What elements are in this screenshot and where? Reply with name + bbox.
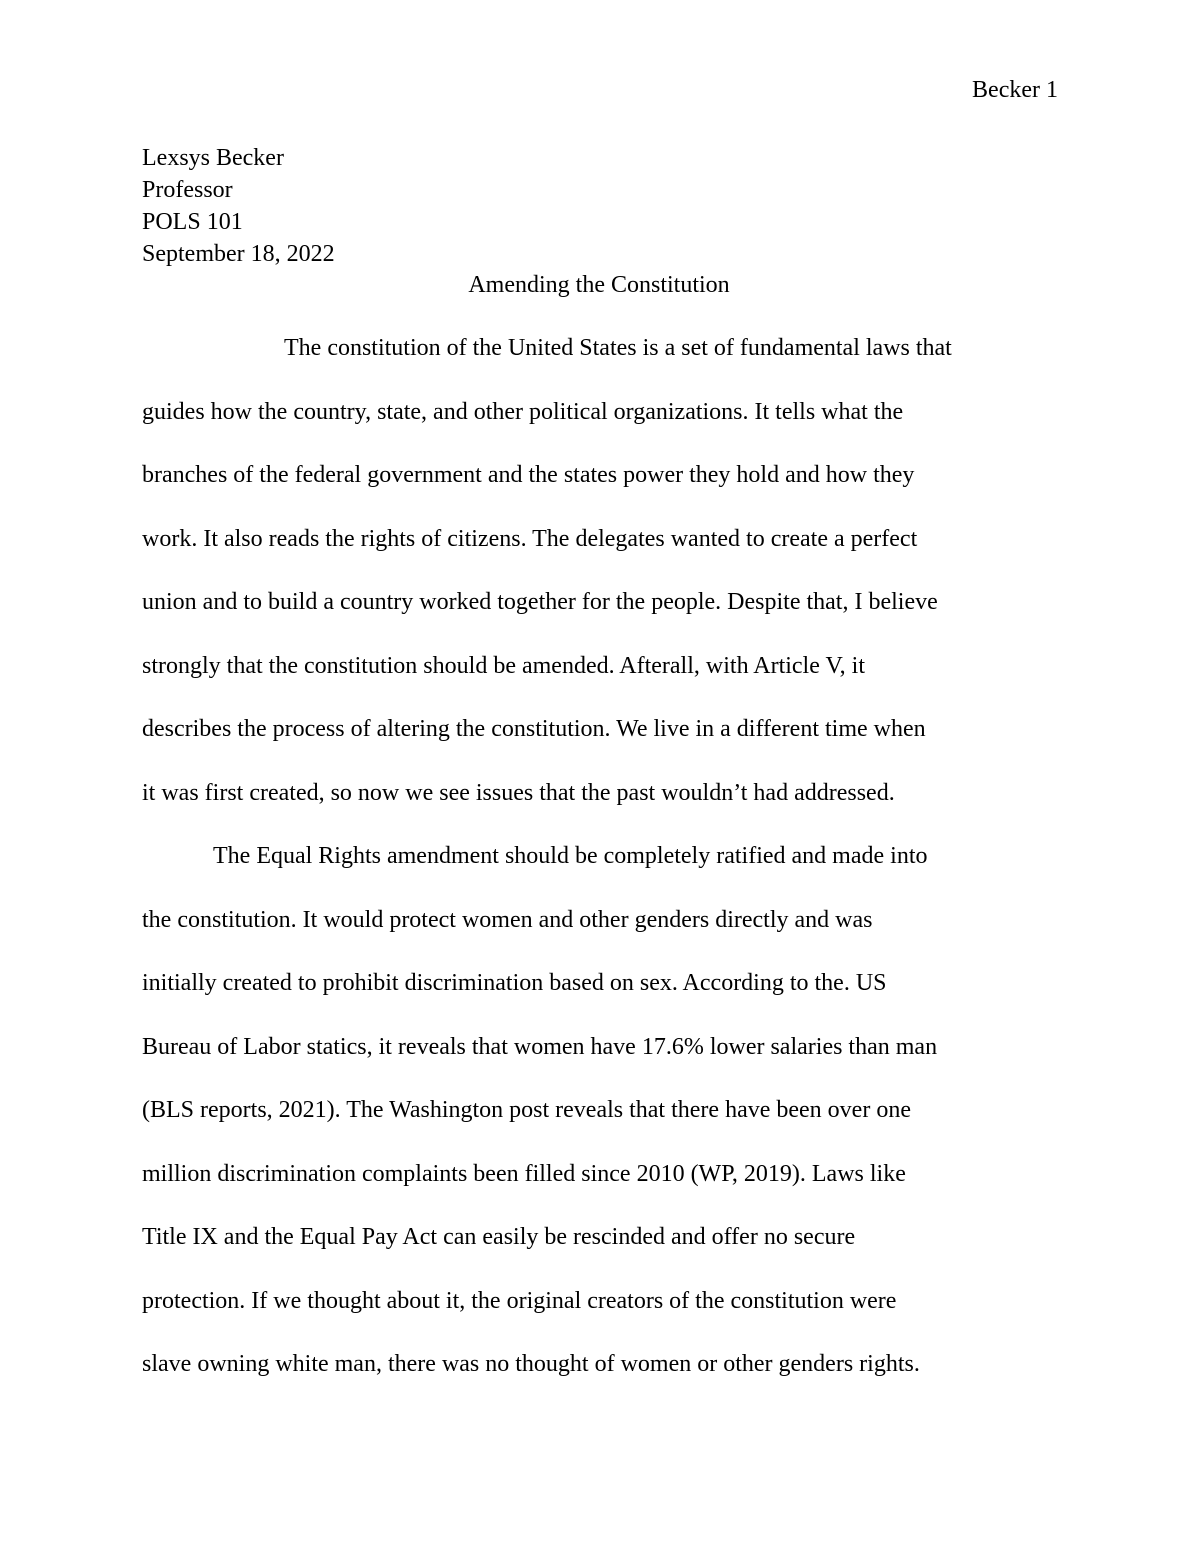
paragraph-2-line-1: The Equal Rights amendment should be completely ratified and made into [213, 843, 928, 869]
paragraph-2-line-9: slave owning white man, there was no thought of women or other genders rights. [142, 1351, 920, 1377]
student-name: Lexsys Becker [142, 145, 284, 171]
course-name: POLS 101 [142, 209, 243, 235]
paragraph-2-line-3: initially created to prohibit discrimination based on sex. According to the. US [142, 970, 887, 996]
professor-name: Professor [142, 177, 233, 203]
paragraph-1-line-3: branches of the federal government and the states power they hold and how they [142, 462, 915, 488]
paragraph-1-line-6: strongly that the constitution should be amended. Afterall, with Article V, it [142, 652, 866, 679]
paragraph-2-line-7: Title IX and the Equal Pay Act can easily be rescinded and offer no secure [142, 1224, 856, 1250]
paragraph-2-line-6: million discrimination complaints been filled since 2010 (WP, 2019). Laws like [142, 1160, 906, 1187]
paragraph-1-line-2: guides how the country, state, and other political organizations. It tells what the [142, 398, 904, 425]
paragraph-2-line-2: the constitution. It would protect women and other genders directly and was [142, 906, 873, 933]
paragraph-1-line-8: it was first created, so now we see issues that the past wouldn’t had addressed. [142, 779, 895, 806]
document-title: Amending the Constitution [468, 272, 730, 298]
running-header: Becker 1 [972, 77, 1058, 103]
paragraph-1-line-1: The constitution of the United States is a set of fundamental laws that [284, 335, 952, 361]
paragraph-1-line-5: union and to build a country worked together for the people. Despite that, I believe [142, 589, 938, 615]
paragraph-2-line-4: Bureau of Labor statics, it reveals that women have 17.6% lower salaries than man [142, 1033, 938, 1060]
mla-heading [142, 142, 335, 270]
paragraph-1-line-4: work. It also reads the rights of citizens. The delegates wanted to create a perfect [142, 525, 918, 552]
document-date: September 18, 2022 [142, 241, 335, 267]
paragraph-1-line-7: describes the process of altering the constitution. We live in a different time when [142, 716, 926, 742]
essay-body [142, 332, 1072, 1412]
paragraph-2-line-5: (BLS reports, 2021). The Washington post reveals that there have been over one [142, 1097, 911, 1123]
paragraph-2-line-8: protection. If we thought about it, the original creators of the constitution were [142, 1287, 897, 1314]
